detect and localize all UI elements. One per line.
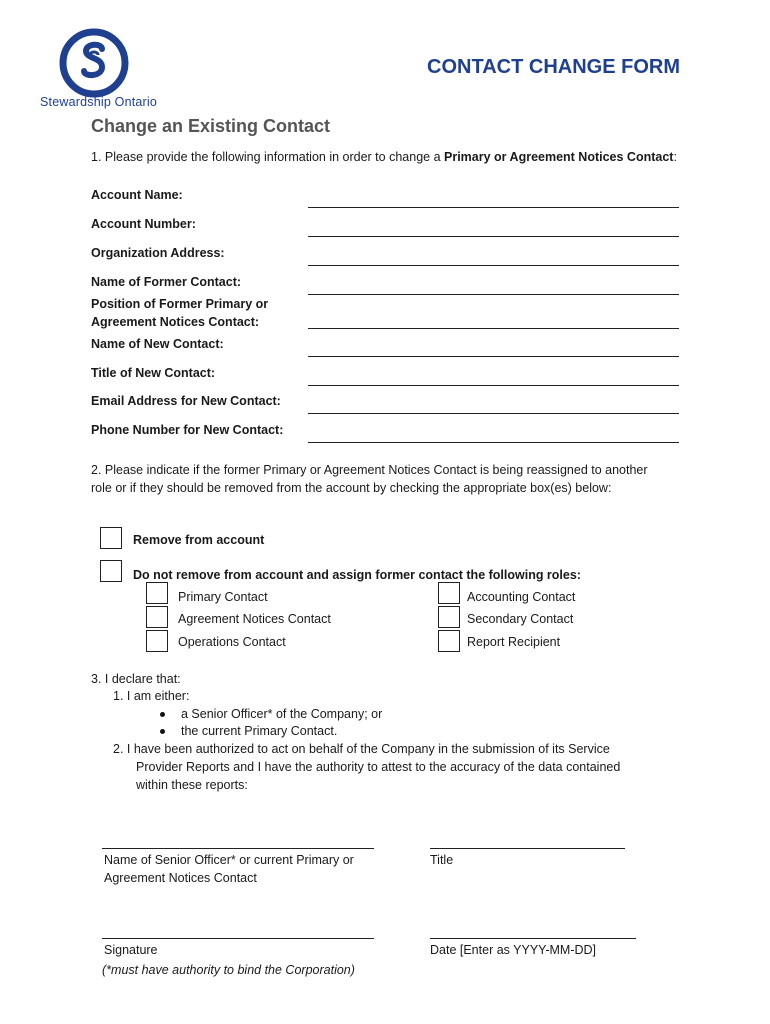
organization-address-field[interactable] — [308, 265, 679, 266]
new-contact-phone-field[interactable] — [308, 442, 679, 443]
new-contact-title-label: Title of New Contact: — [91, 366, 216, 380]
role-operations-contact-label: Operations Contact — [178, 635, 286, 649]
role-accounting-contact-label: Accounting Contact — [467, 590, 576, 604]
bullet-icon — [160, 712, 165, 717]
officer-name-label-line2: Agreement Notices Contact — [104, 871, 257, 885]
account-name-field[interactable] — [308, 207, 679, 208]
officer-title-label: Title — [430, 853, 454, 867]
former-contact-name-field[interactable] — [308, 294, 679, 295]
reassign-roles-label: Do not remove from account and assign former contact the following roles: — [133, 568, 581, 582]
date-label: Date [Enter as YYYY-MM-DD] — [430, 943, 597, 957]
new-contact-phone-label: Phone Number for New Contact: — [91, 423, 284, 437]
declaration-item2-line2: Provider Reports and I have the authority to attest to the accuracy of the data contained — [136, 760, 621, 774]
reassign-roles-checkbox[interactable] — [100, 560, 122, 582]
organization-address-label: Organization Address: — [91, 246, 225, 260]
new-contact-name-field[interactable] — [308, 356, 679, 357]
role-agreement-notices-label: Agreement Notices Contact — [178, 612, 331, 626]
declaration-bullet2: the current Primary Contact. — [181, 724, 338, 738]
declaration-item1: 1. I am either: — [113, 689, 190, 703]
role-operations-contact-checkbox[interactable] — [146, 630, 168, 652]
bullet-icon — [160, 729, 165, 734]
form-title: CONTACT CHANGE FORM — [427, 56, 680, 78]
officer-name-label-line1: Name of Senior Officer* or current Primary or — [104, 853, 354, 867]
account-number-field[interactable] — [308, 236, 679, 237]
role-primary-contact-label: Primary Contact — [178, 590, 268, 604]
signature-label: Signature — [104, 943, 158, 957]
role-report-recipient-label: Report Recipient — [467, 635, 561, 649]
account-name-label: Account Name: — [91, 188, 183, 202]
role-secondary-contact-checkbox[interactable] — [438, 606, 460, 628]
declaration-item2-line1: 2. I have been authorized to act on behalf of the Company in the submission of its Service — [113, 742, 610, 756]
account-number-label: Account Number: — [91, 217, 196, 231]
new-contact-email-field[interactable] — [308, 413, 679, 414]
new-contact-title-field[interactable] — [308, 385, 679, 386]
section2-intro-line2: role or if they should be removed from the account by checking the appropriate box(es) below: — [91, 481, 612, 495]
declaration-bullet1: a Senior Officer* of the Company; or — [181, 707, 383, 721]
signature-note: (*must have authority to bind the Corporation) — [102, 963, 355, 977]
new-contact-name-label: Name of New Contact: — [91, 337, 224, 351]
section-title: Change an Existing Contact — [91, 116, 331, 136]
former-contact-name-label: Name of Former Contact: — [91, 275, 242, 289]
remove-from-account-checkbox[interactable] — [100, 527, 122, 549]
former-contact-position-label-1: Position of Former Primary or — [91, 297, 269, 311]
role-accounting-contact-checkbox[interactable] — [438, 582, 460, 604]
declaration-item2-line3: within these reports: — [136, 778, 248, 792]
former-contact-position-field[interactable] — [308, 328, 679, 329]
role-report-recipient-checkbox[interactable] — [438, 630, 460, 652]
role-primary-contact-checkbox[interactable] — [146, 582, 168, 604]
stewardship-ontario-logo — [58, 27, 130, 99]
logo-text: Stewardship Ontario — [40, 95, 158, 109]
section1-intro: 1. Please provide the following information in order to change a Primary or Agreement Notices Contact: — [91, 150, 677, 164]
new-contact-email-label: Email Address for New Contact: — [91, 394, 281, 408]
section2-intro-line1: 2. Please indicate if the former Primary or Agreement Notices Contact is being reassigned to another — [91, 463, 648, 477]
officer-title-line[interactable] — [430, 848, 625, 849]
officer-name-line[interactable] — [102, 848, 374, 849]
section3-intro: 3. I declare that: — [91, 672, 181, 686]
role-secondary-contact-label: Secondary Contact — [467, 612, 574, 626]
former-contact-position-label-2: Agreement Notices Contact: — [91, 315, 260, 329]
date-line[interactable] — [430, 938, 636, 939]
remove-from-account-label: Remove from account — [133, 533, 265, 547]
signature-line[interactable] — [102, 938, 374, 939]
role-agreement-notices-checkbox[interactable] — [146, 606, 168, 628]
